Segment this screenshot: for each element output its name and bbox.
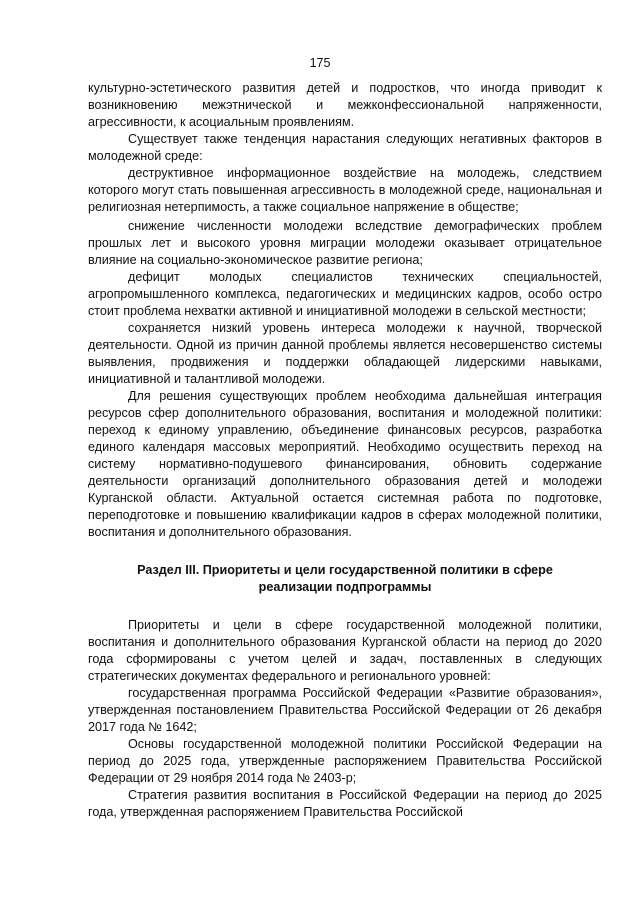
section-heading-line: Раздел III. Приоритеты и цели государственной политики в сфере [137,563,553,577]
document-body [88,80,602,821]
paragraph: культурно-эстетического развития детей и подростков, что иногда приводит к возникновению межэтнической и межконфессиональной напряженности, агрессивности, к асоциальным проявлениям. [88,81,602,129]
paragraph: Приоритеты и цели в сфере государственной молодежной политики, воспитания и дополнительного образования Курганской области на период до 2020 года сформированы с учетом целей и задач, поставленных в следующих стратегических документах федерального и регионального уровней: [88,618,602,683]
list-item: деструктивное информационное воздействие на молодежь, следствием которого могут стать повышенная агрессивность в молодежной среде, национальная и религиозная нетерпимость, а также социальное напряжение в обществе; [88,166,602,214]
list-item: сохраняется низкий уровень интереса молодежи к научной, творческой деятельности. Одной из причин данной проблемы является несовершенство системы выявления, продвижения и поддержки обладающей лидерскими навыками, инициативной и талантливой молодежи. [88,321,602,386]
list-item: государственная программа Российской Федерации «Развитие образования», утвержденная постановлением Правительства Российской Федерации от 26 декабря 2017 года № 1642; [88,686,602,734]
paragraph: Для решения существующих проблем необходима дальнейшая интеграция ресурсов сфер дополнительного образования, воспитания и молодежной политики: переход к единому управлению, объединение финансовых ресурсов, разработка единого календаря массовых мероприятий. Необходимо осуществить переход на систему нормативно-подушевого финансирования, обновить содержание деятельности организаций дополнительного образования детей и молодежи Курганской области. Актуальной остается системная работа по подготовке, переподготовке и повышению квалификации кадров в сферах молодежной политики, воспитания и дополнительного образования. [88,389,602,539]
section-heading-line: реализации подпрограммы [258,580,432,594]
list-item: дефицит молодых специалистов технических специальностей, агропромышленного комплекса, педагогических и медицинских кадров, особо остро стоит проблема нехватки активной и инициативной молодежи в сельской местности; [88,270,602,318]
list-item: снижение численности молодежи вследствие демографических проблем прошлых лет и высокого уровня миграции молодежи оказывает отрицательное влияние на социально-экономическое развитие региона; [88,219,602,267]
page-number: 175 [309,56,331,70]
list-item: Основы государственной молодежной политики Российской Федерации на период до 2025 года, утвержденные распоряжением Правительства Российской Федерации от 29 ноября 2014 года № 2403-р; [88,737,602,785]
section-heading [88,562,602,596]
list-item: Стратегия развития воспитания в Российской Федерации на период до 2025 года, утвержденная распоряжением Правительства Российской [88,788,602,819]
paragraph: Существует также тенденция нарастания следующих негативных факторов в молодежной среде: [88,132,602,163]
